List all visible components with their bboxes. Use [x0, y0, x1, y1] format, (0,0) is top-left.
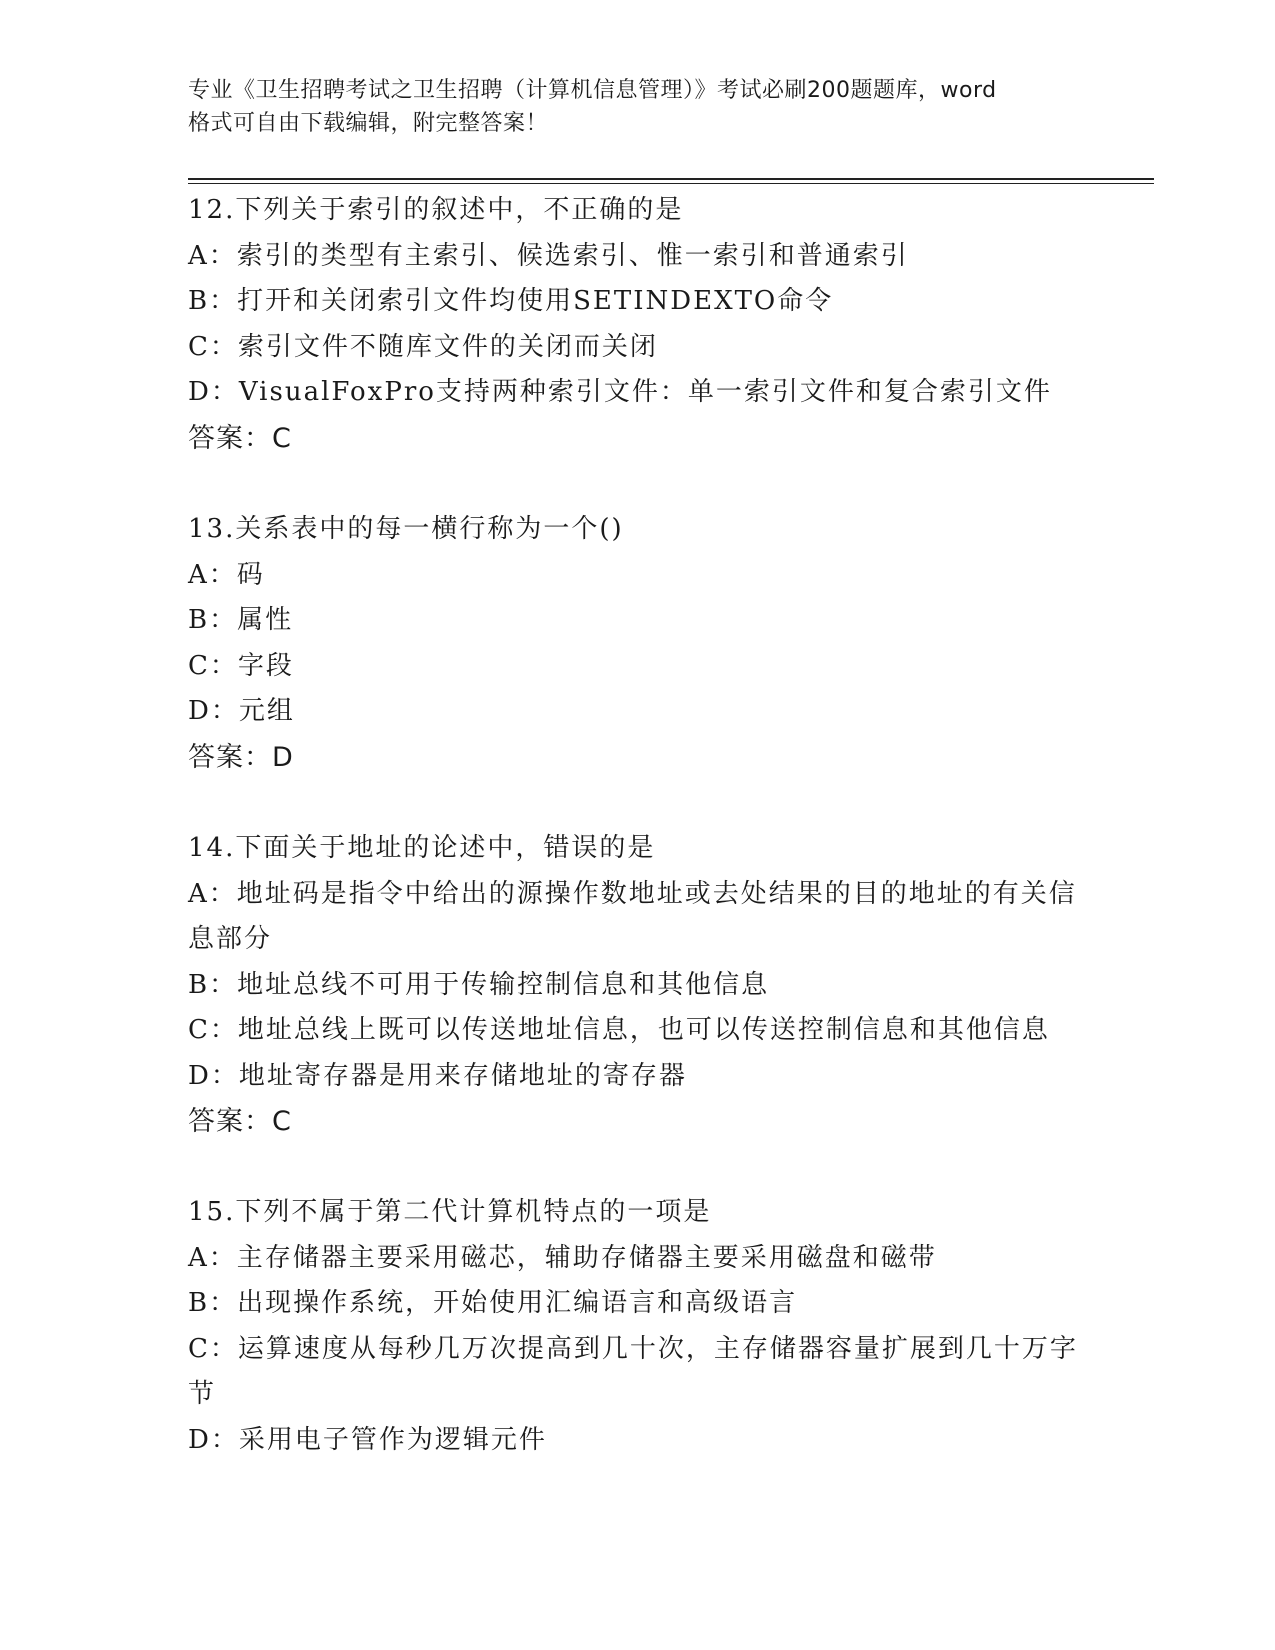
question-block	[188, 826, 1088, 1145]
header-line-1: 专业《卫生招聘考试之卫生招聘（计算机信息管理）》考试必刷200题题库，word	[188, 78, 997, 103]
question-stem: 14.下面关于地址的论述中，错误的是	[188, 833, 656, 863]
option-d: D：采用电子管作为逻辑元件	[188, 1424, 547, 1455]
option-b: B：地址总线不可用于传输控制信息和其他信息	[188, 969, 770, 1000]
option-a: A：码	[188, 559, 265, 590]
header-divider-thick	[188, 178, 1154, 180]
answer-line: 答案：C	[188, 422, 292, 454]
option-a: A：地址码是指令中给出的源操作数地址或去处结果的目的地址的有关信息部分	[188, 878, 1077, 954]
question-stem: 12.下列关于索引的叙述中，不正确的是	[188, 195, 684, 225]
option-b: B：属性	[188, 605, 294, 635]
option-a: A：主存储器主要采用磁芯，辅助存储器主要采用磁盘和磁带	[188, 1242, 937, 1273]
answer-line: 答案：C	[188, 1106, 292, 1137]
option-c: C：运算速度从每秒几万次提高到几十次，主存储器容量扩展到几十万字节	[188, 1333, 1078, 1409]
option-a: A：索引的类型有主索引、候选索引、惟一索引和普通索引	[188, 240, 909, 271]
option-c: C：地址总线上既可以传送地址信息，也可以传送控制信息和其他信息	[188, 1015, 1050, 1045]
header-divider-thin	[188, 183, 1154, 184]
header-line-2: 格式可自由下载编辑，附完整答案！	[188, 111, 549, 136]
question-block	[188, 188, 1088, 461]
question-stem: 15.下列不属于第二代计算机特点的一项是	[188, 1197, 712, 1227]
question-block	[188, 507, 1088, 780]
option-c: C：索引文件不随库文件的关闭而关闭	[188, 331, 658, 362]
question-block	[188, 1190, 1088, 1463]
option-d: D：VisualFoxPro支持两种索引文件：单一索引文件和复合索引文件	[188, 377, 1052, 407]
option-c: C：字段	[188, 650, 294, 681]
question-stem: 13.关系表中的每一横行称为一个()	[188, 514, 624, 544]
option-b: B：出现操作系统，开始使用汇编语言和高级语言	[188, 1288, 798, 1318]
option-d: D：元组	[188, 696, 295, 726]
answer-line: 答案：D	[188, 741, 294, 773]
option-b: B：打开和关闭索引文件均使用SETINDEXTO命令	[188, 286, 834, 316]
document-header	[188, 74, 1088, 140]
option-d: D：地址寄存器是用来存储地址的寄存器	[188, 1060, 687, 1091]
